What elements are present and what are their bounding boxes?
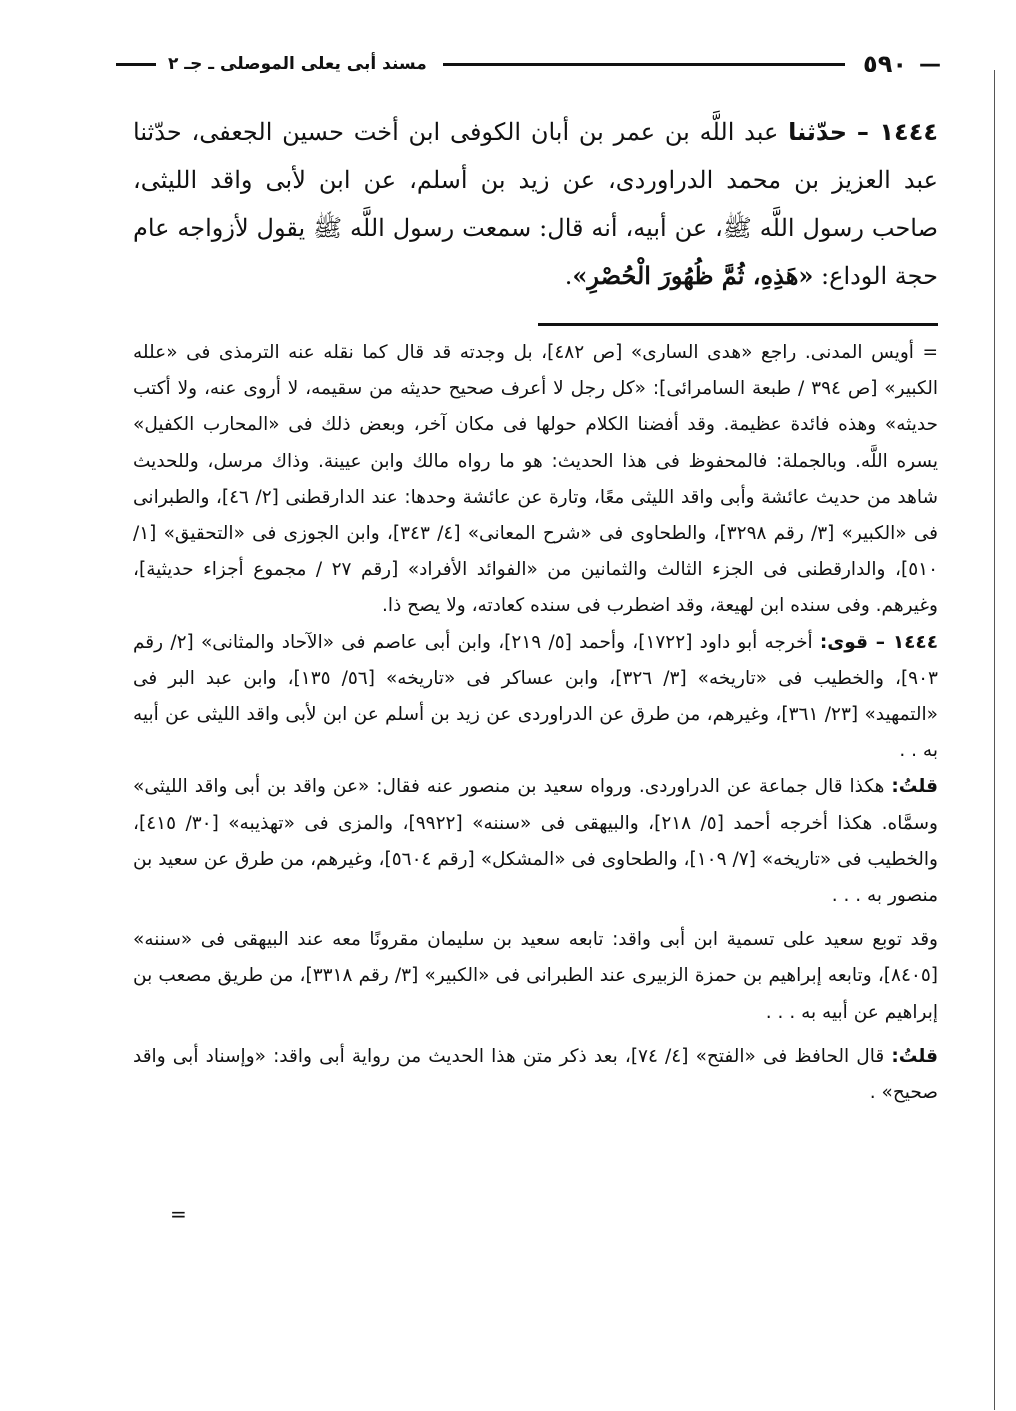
footnote-1444 [133,625,938,770]
running-title: مسند أبى يعلى الموصلى ـ جـ ٢ [168,54,427,74]
footnote-1444-text: أخرجه أبو داود [١٧٢٢]، وأحمد [٥/ ٢١٩]، وابن أبى عاصم فى «الآحاد والمثانى» [٢/ رقم ٩٠٣]، والخطيب فى «تاريخه» [٣/ ٣٢٦]، وابن عساكر فى «تاريخه» [٥٦/ ١٣٥]، وابن عبد البر فى «التمهيد» [٢٣/ ٣٦١]، وغيرهم، من طرق عن الدراوردى عن زيد بن أسلم عن ابن لأبى واقد الليثى عن أبيه به . . [133,631,938,762]
header-dash-left [116,63,156,66]
footnote-qultu-2 [133,1039,938,1111]
footnote-qultu-1 [133,769,938,914]
footnotes [133,335,938,1111]
footnote-mutaba: وقد توبع سعيد على تسمية ابن أبى واقد: تابعه سعيد بن سليمان مقرونًا معه عند البيهقى فى «سننه» [٨٤٠٥]، وتابعه إبراهيم بن حمزة الزبيرى عند الطبرانى فى «الكبير» [٣/ رقم ٣٣١٨]، من طريق مصعب بن إبراهيم عن أبيه به . . . [133,929,938,1023]
page-edge-line [994,70,995,1410]
header-rule [443,63,845,66]
hadith-end: . [564,262,573,290]
qultu-text-1: هكذا قال جماعة عن الدراوردى. ورواه سعيد بن منصور عنه فقال: «عن واقد بن أبى واقد الليثى» وسمَّاه. هكذا أخرجه أحمد [٥/ ٢١٨]، والبيهقى فى «سننه» [٩٩٢٢]، والمزى فى «تهذيبه» [٣٠/ ٤١٥]، والخطيب فى «تاريخه» [٧/ ١٠٩]، والطحاوى فى «المشكل» [رقم ٥٦٠٤]، وغيرهم، من طرق عن سعيد بن منصور به . . . [133,776,938,907]
qultu-label-1: قلتُ: [891,776,938,798]
hadith-text [133,108,938,300]
footnote-1444-label: ١٤٤٤ – قوى: [819,631,938,653]
running-header [110,44,945,84]
page-number: ٥٩٠ [863,50,907,78]
header-dash-right: — [919,51,941,77]
footnote-continuation: = أويس المدنى. راجع «هدى السارى» [ص ٤٨٢]، بل وجدته قد قال كما نقله عنه الترمذى فى «علله الكبير» [ص ٣٩٤ / طبعة السامرائى]: «كل رجل لا أعرف صحيح حديثه من سقيمه، لا أروى عنه، ولا أكتب حديثه» وهذه فائدة عظيمة. وقد أفضنا الكلام حولها فى مكان آخر، وبعض ذلك فى «المحارب الكفيل» يسره اللَّه. وبالجملة: فالمحفوظ فى هذا الحديث: هو ما رواه مالك وابن عيينة. وذاك مرسل، وللحديث شاهد من حديث عائشة وأبى واقد الليثى معًا، وتارة عن عائشة وحدها: عند الدارقطنى [٢/ ٤٦]، والطبرانى فى «الكبير» [٣/ رقم ٣٢٩٨]، والطحاوى فى «شرح المعانى» [٤/ ٣٤٣]، وابن الجوزى فى «التحقيق» [١/ ٥١٠]، والدارقطنى فى الجزء الثالث والثمانين من «الفوائد الأفراد» [رقم ٢٧ / مجموع أجزاء حديثية]، وغيرهم. وفى سنده ابن لهيعة، وقد اضطرب فى سنده كعادته، ولا يصح ذا. [133,342,939,617]
continuation-mark: = [170,1202,187,1226]
hadith-quote: «هَذِهِ، ثُمَّ ظُهُورَ الْحُصْرِ» [572,261,814,290]
footnote-separator [538,323,938,326]
hadith-number: ١٤٤٤ – [856,118,938,146]
narration-keyword: حدّثنا [788,118,848,146]
qultu-text-2: قال الحافظ فى «الفتح» [٤/ ٧٤]، بعد ذكر متن هذا الحديث من رواية أبى واقد: «وإسناد أبى واقد صحيح» . [133,1045,938,1104]
qultu-label-2: قلتُ: [891,1045,939,1067]
hadith-chain: عبد اللَّه بن عمر بن أبان الكوفى ابن أخت حسين الجعفى، حدّثنا عبد العزيز بن محمد الدراوردى، عن زيد بن أسلم، عن ابن لأبى واقد الليثى، صاحب رسول اللَّه ﷺ، عن أبيه، أنه قال: سمعت رسول اللَّه ﷺ يقول لأزواجه عام حجة الوداع: [133,118,938,290]
